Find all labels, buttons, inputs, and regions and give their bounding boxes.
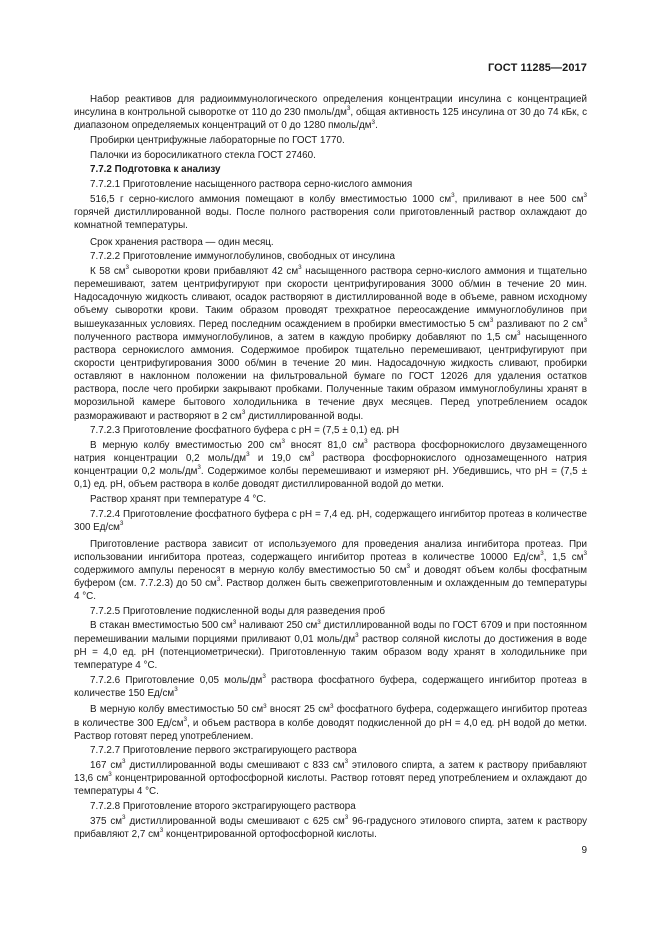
standard-header: ГОСТ 11285—2017 (487, 62, 587, 74)
paragraph: В стакан вместимостью 500 $см^3$ наливают 250 $см^3$ дистиллированной воды по ГОСТ 6709 и при постоянном перемешивании малыми порциями приливают 0,01 моль/$дм^3$ раствор соляной кислоты до достижения в воде рН = 4,0 ед. рН (потенциометрически). Приготовленную таким образом воду хранят в холодильнике при температуре 4 °С. (74, 618, 587, 671)
paragraph: 7.7.2.7 Приготовление первого экстрагирующего раствора (90, 745, 357, 757)
paragraph: Срок хранения раствора — один месяц. (90, 236, 274, 248)
paragraph: 7.7.2.5 Приготовление подкисленной воды для разведения проб (90, 605, 385, 617)
paragraph: Пробирки центрифужные лабораторные по ГОСТ 1770. (90, 134, 345, 146)
document-body (74, 93, 587, 842)
paragraph: В мерную колбу вместимостью 50 $см^3$ вносят 25 $см^3$ фосфатного буфера, содержащего ингибитор протеаз в количестве 300 $Ед/см^3$, и объем раствора в колбе доводят подкисленной до рН = 4,0 ед. рН водой до метки. Раствор готовят перед употреблением. (74, 702, 587, 742)
paragraph: 7.7.2.4 Приготовление фосфатного буфера с рН = 7,4 ед. рН, содержащего ингибитор протеаз в количестве 300 $Ед/см^3$ (74, 508, 587, 533)
paragraph: 7.7.2.3 Приготовление фосфатного буфера с рН = (7,5 ± 0,1) ед. рН (90, 425, 400, 437)
paragraph: Раствор хранят при температуре 4 °С. (90, 494, 267, 506)
paragraph: 7.7.2.6 Приготовление 0,05 моль/$дм^3$ раствора фосфатного буфера, содержащего ингибитор протеаз в количестве 150 $Ед/см^3$ (74, 672, 587, 699)
paragraph: 7.7.2.2 Приготовление иммуноглобулинов, свободных от инсулина (90, 251, 395, 263)
page-number: 9 (581, 845, 587, 856)
paragraph: Набор реактивов для радиоиммунологического определения концентрации инсулина с концентрацией инсулина в контрольной сыворотке от 110 до 230 пмоль/$дм^3$, общая активность 125 инсулина от 30 до 74 кБк, с диапазоном определяемых концентраций от 0 до 1280 пмоль/$дм^3$. (74, 94, 587, 132)
paragraph: Палочки из боросиликатного стекла ГОСТ 27460. (90, 149, 316, 161)
paragraph: В мерную колбу вместимостью 200 $см^3$ вносят 81,0 $см^3$ раствора фосфорнокислого двузамещенного натрия концентрации 0,2 моль/$дм^3$ и 19,0 $см^3$ раствора фосфорнокислого однозамещенного натрия концентрации 0,2 моль/$дм^3$. Содержимое колбы перемешивают и измеряют рН. Убедившись, что рН = (7,5 ± 0,1) ед. рН, объем раствора в колбе доводят дистиллированной водой до метки. (74, 438, 587, 491)
paragraph: 516,5 г серно-кислого аммония помещают в колбу вместимостью 1000 $см^3$, приливают в нее 500 $см^3$ горячей дистиллированной воды. После полного растворения соли приготовленный раствор охлаждают до комнатной температуры. (74, 191, 588, 231)
paragraph: 7.7.2.8 Приготовление второго экстрагирующего раствора (90, 800, 356, 812)
paragraph: Приготовление раствора зависит от используемого для проведения анализа ингибитора протеаз. При использовании ингибитора протеаз, содержащего ингибитор протеаз в количестве 10000 $Ед/см^3$, 1,5 $см^3$ содержимого ампулы переносят в мерную колбу вместимостью 50 $см^3$ и доводят объем колбы фосфатным буфером (см. 7.7.2.3) до 50 $см^3$. Раствор должен быть свежеприготовленным и охлажденным до температуры 4 °С. (74, 538, 587, 603)
paragraph: 7.7.2.1 Приготовление насыщенного раствора серно-кислого аммония (90, 178, 413, 190)
paragraph: 167 $см^3$ дистиллированной воды смешивают с 833 $см^3$ этилового спирта, а затем к раствору прибавляют 13,6 $см^3$ концентрированной ортофосфорной кислоты. Раствор готовят перед употреблением и охлаждают до температуры 4 °С. (74, 758, 588, 798)
paragraph: К 58 $см^3$ сыворотки крови прибавляют 42 $см^3$ насыщенного раствора серно-кислого аммония и тщательно перемешивают, затем центрифугируют при скорости центрифугирования 3000 об/мин в течение 20 мин. Надосадочную жидкость сливают, осадок растворяют в дистиллированной воде в объеме, равном исходному объему сыворотки крови. Таким образом проводят трехкратное переосаждение иммуноглобулинов при вышеуказанных условиях. Перед последним осаждением в пробирки вместимостью 5 $см^3$ разливают по 2 $см^3$ полученного раствора иммуноглобулинов, а затем в каждую пробирку добавляют по 1,5 $см^3$ насыщенного раствора сернокислого аммония. Содержимое пробирок тщательно перемешивают, центрифугируют при скорости центрифугирования 3000 об/мин в течение 20 мин. Надосадочную жидкость сливают, пробирки оставляют в наклонном положении на фильтровальной бумаге по ГОСТ 12026 для удаления остатков раствора, после чего пробирки закрывают пробками. Полученные таким образом иммуноглобулины хранят в морозильной камере бытового холодильника в течение двух месяцев. Перед употреблением осадок размораживают и растворяют в 2 $см^3$ дистиллированной воды. (74, 264, 587, 422)
paragraph: 7.7.2 Подготовка к анализу (90, 164, 221, 176)
paragraph: 375 $см^3$ дистиллированной воды смешивают с 625 $см^3$ 96-градусного этилового спирта, затем к раствору прибавляют 2,7 $см^3$ концентрированной ортофосфорной кислоты. (74, 813, 587, 840)
